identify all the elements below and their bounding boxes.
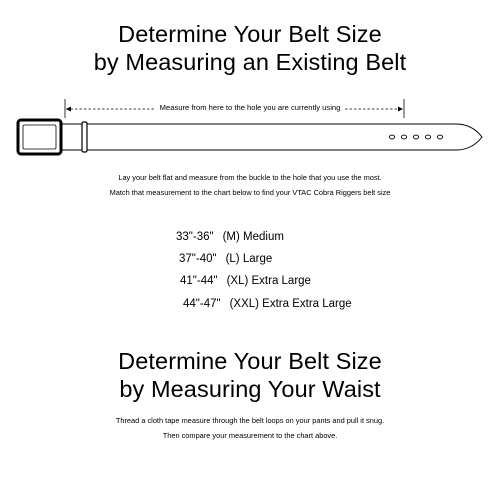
heading-line-1: Determine Your Belt Size — [118, 348, 382, 374]
size-label: (XL) Extra Large — [226, 275, 311, 287]
belt-hole — [425, 135, 430, 139]
size-range: 41"-44" — [180, 275, 218, 287]
size-range: 37"-40" — [179, 253, 217, 265]
diagram-caption-text: Measure from here to the hole you are currently using — [156, 103, 345, 112]
diagram-caption — [0, 103, 500, 113]
heading-line-1: Determine Your Belt Size — [118, 21, 382, 47]
belt-holes — [389, 135, 442, 139]
belt-buckle-inner — [23, 125, 56, 149]
size-label: (M) Medium — [222, 231, 284, 243]
instruction-line-2: Match that measurement to the chart below to find your VTAC Cobra Riggers belt size — [109, 188, 391, 197]
belt-hole — [401, 135, 406, 139]
size-range: 33"-36" — [176, 231, 214, 243]
instruction-line-1: Thread a cloth tape measure through the belt loops on your pants and pull it snug. — [115, 416, 385, 425]
belt-hole — [389, 135, 394, 139]
heading-line-2: by Measuring Your Waist — [119, 376, 381, 402]
instruction-line-1: Lay your belt flat and measure from the buckle to the hole that you use the most. — [118, 173, 382, 182]
size-label: (L) Large — [225, 253, 273, 265]
heading-line-2: by Measuring an Existing Belt — [93, 49, 407, 75]
size-row-extra-extra-large — [183, 297, 352, 311]
instructions-existing-belt — [0, 170, 500, 200]
belt-keeper — [82, 122, 87, 152]
heading-existing-belt — [0, 20, 500, 76]
size-label: (XXL) Extra Extra Large — [229, 298, 352, 310]
instruction-line-2: Then compare your measurement to the chart above. — [162, 431, 338, 440]
instructions-waist — [0, 413, 500, 443]
belt-hole — [437, 135, 442, 139]
heading-waist — [0, 347, 500, 403]
size-row-medium — [176, 230, 284, 244]
size-range: 44"-47" — [183, 298, 221, 310]
size-row-extra-large — [180, 274, 311, 288]
belt-hole — [413, 135, 418, 139]
size-row-large — [179, 252, 272, 266]
